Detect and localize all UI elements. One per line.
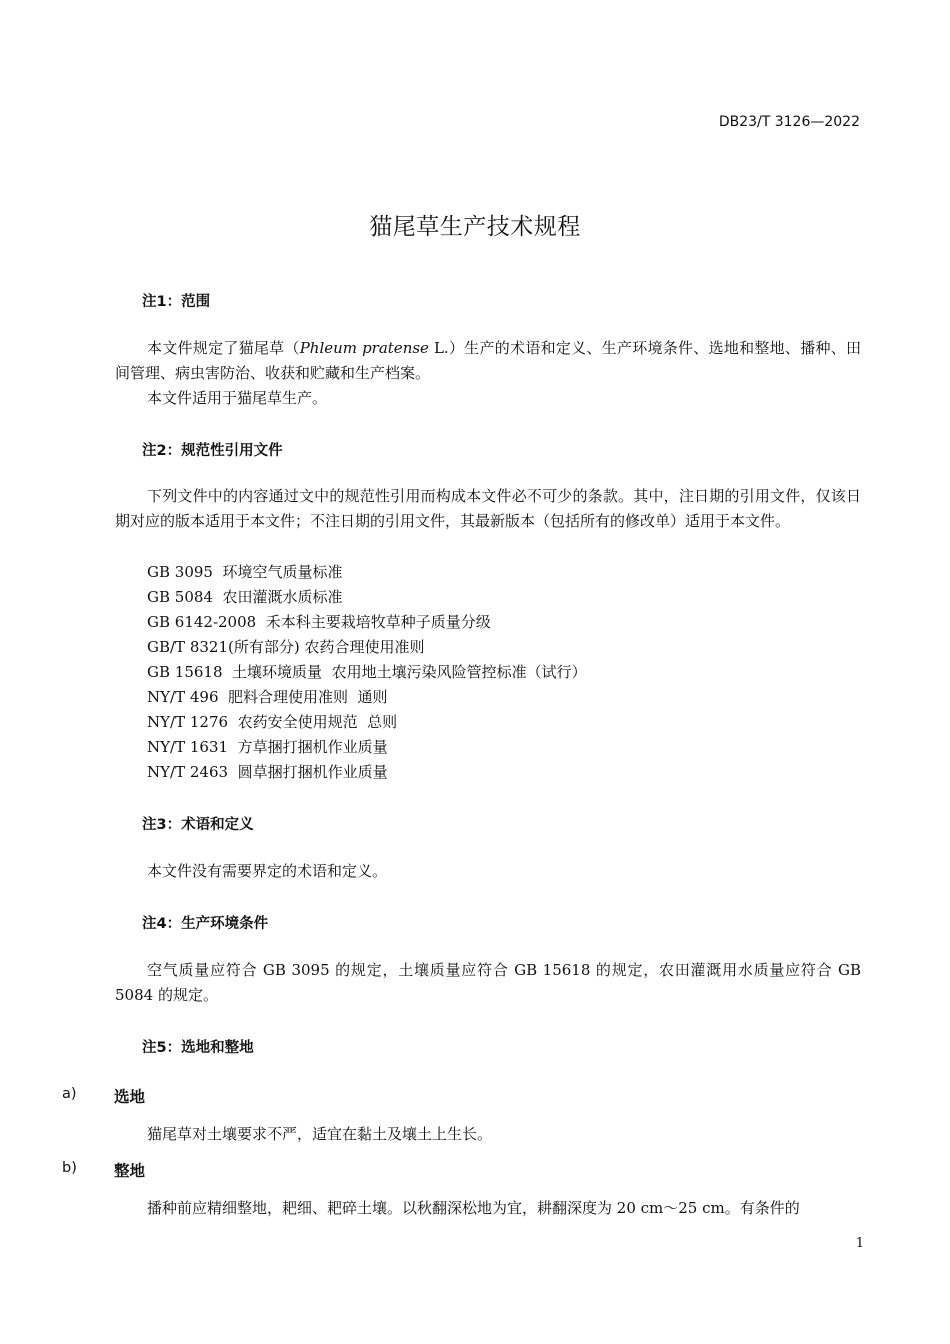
reference-item: NY/T 2463 圆草捆打捆机作业质量 bbox=[147, 763, 388, 781]
document-code: DB23/T 3126—2022 bbox=[718, 114, 860, 130]
latin-name: Phleum pratense bbox=[299, 339, 429, 357]
document-title: 猫尾草生产技术规程 bbox=[369, 214, 581, 240]
reference-item: GB 6142-2008 禾本科主要栽培牧草种子质量分级 bbox=[147, 613, 491, 631]
scope-paragraph bbox=[115, 336, 861, 386]
list-marker-b: b) bbox=[62, 1160, 77, 1176]
scope-applicability: 本文件适用于猫尾草生产。 bbox=[147, 389, 328, 407]
environment-paragraph: 空气质量应符合 GB 3095 的规定，土壤质量应符合 GB 15618 的规定，农田灌溉用水质量应符合 GB 5084 的规定。 bbox=[115, 961, 861, 1004]
section-heading-terms: 注3：术语和定义 bbox=[142, 817, 254, 833]
reference-item: GB/T 8321(所有部分) 农药合理使用准则 bbox=[147, 638, 425, 656]
list-marker-a: a) bbox=[62, 1086, 77, 1102]
subsection-label-site-selection: 选地 bbox=[114, 1088, 146, 1106]
reference-item: NY/T 1631 方草捆打捆机作业质量 bbox=[147, 738, 388, 756]
reference-item: GB 5084 农田灌溉水质标准 bbox=[147, 588, 343, 606]
scope-text-a: 本文件规定了猫尾草（ bbox=[147, 339, 300, 357]
reference-item: NY/T 1276 农药安全使用规范 总则 bbox=[147, 713, 398, 731]
terms-paragraph: 本文件没有需要界定的术语和定义。 bbox=[147, 862, 388, 880]
section-heading-site: 注5：选地和整地 bbox=[142, 1040, 254, 1056]
subsection-label-soil-prep: 整地 bbox=[114, 1162, 146, 1180]
reference-item: NY/T 496 肥料合理使用准则 通则 bbox=[147, 688, 388, 706]
scope-text-b: L.）生产的术语和定义、生产环境条件、选地和整地、播种、田间管理、病虫害防治、收获和贮藏和生产档案。 bbox=[115, 339, 862, 382]
reference-item: GB 15618 土壤环境质量 农用地土壤污染风险管控标准（试行） bbox=[147, 663, 587, 681]
soil-prep-paragraph: 播种前应精细整地，耙细、耙碎土壤。以秋翻深松地为宜，耕翻深度为 20 cm～25 cm。有条件的 bbox=[147, 1199, 800, 1217]
section-heading-references: 注2：规范性引用文件 bbox=[142, 443, 283, 459]
page-number: 1 bbox=[855, 1236, 864, 1251]
references-intro: 下列文件中的内容通过文中的规范性引用而构成本文件必不可少的条款。其中，注日期的引用文件，仅该日期对应的版本适用于本文件；不注日期的引用文件，其最新版本（包括所有的修改单）适用于本文件。 bbox=[115, 487, 861, 530]
section-heading-environment: 注4：生产环境条件 bbox=[142, 916, 269, 932]
site-selection-paragraph: 猫尾草对土壤要求不严，适宜在黏土及壤土上生长。 bbox=[147, 1125, 493, 1143]
reference-item: GB 3095 环境空气质量标准 bbox=[147, 563, 343, 581]
section-heading-scope: 注1：范围 bbox=[142, 294, 211, 310]
